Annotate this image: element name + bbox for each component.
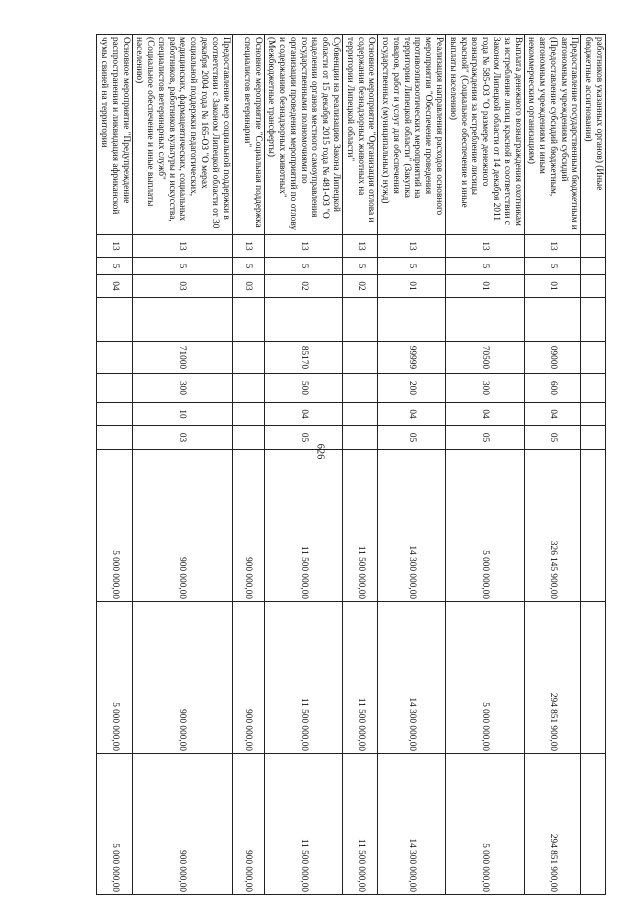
row-description: Основное мероприятие "Социальная поддержка специалистов ветеринарии" (232, 35, 264, 235)
empty-cell (524, 298, 581, 342)
cell-v2: 900 000,00 (132, 602, 232, 754)
cell-c5: 300 (132, 374, 232, 403)
cell-v3: 11 500 000,00 (343, 754, 378, 895)
row-description: работников указанных органов) (Иные бюджетные ассигнования) (581, 35, 606, 235)
cell-v2: 14 300 000,00 (378, 602, 446, 754)
empty-cell (378, 298, 446, 342)
cell-c4: 85170 (264, 342, 342, 374)
cell-c3: 01 (378, 275, 446, 298)
cell-c1: 13 (232, 235, 264, 258)
cell-c7 (97, 426, 132, 450)
cell-c7 (343, 426, 378, 450)
cell-v3: 11 500 000,00 (264, 754, 342, 895)
cell-v1: 326 145 900,00 (524, 450, 581, 602)
cell-c3 (581, 275, 606, 298)
cell-v1: 11 500 000,00 (264, 450, 342, 602)
cell-v2: 11 500 000,00 (343, 602, 378, 754)
cell-v1: 900 000,00 (132, 450, 232, 602)
table-row (132, 35, 232, 895)
cell-v1: 5 000 000,00 (97, 450, 132, 602)
cell-v2: 5 000 000,00 (97, 602, 132, 754)
table-row (232, 35, 264, 895)
cell-c7: 05 (378, 426, 446, 450)
empty-cell (446, 298, 524, 342)
row-description: Основное мероприятие "Предупреждение распространения и ликвидация африканской чумы свиней на территории (97, 35, 132, 235)
cell-c6: 04 (524, 403, 581, 426)
row-description: Предоставление мер социальной поддержки в соответствии с Законом Липецкой области от 30 декабря 2004 года № 165-ОЗ "О мерах социальной поддержки педагогических, медицинских, фармацевтических, социальных работников, работников культуры и искусства, специалистов ветеринарных служб" (Социальное обеспечение и иные выплаты населению) (132, 35, 232, 235)
cell-c4: 99999 (378, 342, 446, 374)
empty-cell (132, 298, 232, 342)
cell-c5 (343, 374, 378, 403)
row-description: Реализация направления расходов основного мероприятия "Обеспечение проведения противоэпизоотических мероприятий на территории Липецкой области" (Закупка товаров, работ и услуг для обеспечения государственных (муниципальных) нужд) (378, 35, 446, 235)
cell-v3: 14 300 000,00 (378, 754, 446, 895)
cell-c6 (581, 403, 606, 426)
cell-c2: 5 (97, 258, 132, 275)
cell-c7: 03 (132, 426, 232, 450)
row-description: Предоставление государственным бюджетным и автономным учреждениям субсидий (Предоставление субсидий бюджетным, автономным учреждениям и иным некоммерческим организациям) (524, 35, 581, 235)
row-description: Выплата денежного вознаграждения охотникам за истребление лисиц красной в соответствии с Законом Липецкой области от 14 декабря 2011 года № 585-ОЗ "О размере денежного вознаграждения за истребление лисицы красной" (Социальное обеспечение и иные выплаты населению) (446, 35, 524, 235)
cell-c1: 13 (446, 235, 524, 258)
cell-v3 (581, 754, 606, 895)
empty-cell (581, 298, 606, 342)
cell-c4: 71000 (132, 342, 232, 374)
cell-c1: 13 (132, 235, 232, 258)
cell-c2: 5 (264, 258, 342, 275)
row-description: Основное мероприятие "Организация отлова и содержания безнадзорных животных на территории Липецкой области" (343, 35, 378, 235)
cell-c3: 01 (524, 275, 581, 298)
cell-v1: 5 000 000,00 (446, 450, 524, 602)
cell-v3: 5 000 000,00 (97, 754, 132, 895)
table-row (97, 35, 132, 895)
cell-v2: 5 000 000,00 (446, 602, 524, 754)
cell-c4 (232, 342, 264, 374)
cell-v1: 900 000,00 (232, 450, 264, 602)
cell-c3: 02 (264, 275, 342, 298)
cell-c7: 05 (264, 426, 342, 450)
cell-c6 (232, 403, 264, 426)
cell-v1: 11 500 000,00 (343, 450, 378, 602)
cell-c6: 04 (446, 403, 524, 426)
cell-v3: 5 000 000,00 (446, 754, 524, 895)
cell-c5 (232, 374, 264, 403)
table-row (524, 35, 581, 895)
cell-c4 (97, 342, 132, 374)
cell-c6: 10 (132, 403, 232, 426)
cell-c7 (581, 426, 606, 450)
table-row (343, 35, 378, 895)
cell-c1: 13 (378, 235, 446, 258)
cell-c5: 200 (378, 374, 446, 403)
cell-c1 (581, 235, 606, 258)
cell-v1: 14 300 000,00 (378, 450, 446, 602)
rotated-budget-table (36, 34, 606, 894)
page-number: 626 (314, 443, 326, 460)
empty-cell (97, 298, 132, 342)
cell-c6 (97, 403, 132, 426)
cell-c3: 02 (343, 275, 378, 298)
table-row (378, 35, 446, 895)
cell-c7: 05 (446, 426, 524, 450)
cell-v2: 11 500 000,00 (264, 602, 342, 754)
table-row (581, 35, 606, 895)
cell-c2: 5 (378, 258, 446, 275)
cell-v2: 900 000,00 (232, 602, 264, 754)
cell-c5 (97, 374, 132, 403)
cell-c5 (581, 374, 606, 403)
cell-c4: 70500 (446, 342, 524, 374)
cell-c5: 300 (446, 374, 524, 403)
cell-c6: 04 (264, 403, 342, 426)
cell-c2: 5 (446, 258, 524, 275)
cell-v3: 900 000,00 (232, 754, 264, 895)
cell-v2: 294 851 900,00 (524, 602, 581, 754)
table-row (446, 35, 524, 895)
cell-v3: 294 851 900,00 (524, 754, 581, 895)
table-row (264, 35, 342, 895)
cell-c1: 13 (97, 235, 132, 258)
cell-c1: 13 (343, 235, 378, 258)
cell-c6 (343, 403, 378, 426)
cell-c3: 03 (232, 275, 264, 298)
cell-c3: 01 (446, 275, 524, 298)
cell-c1: 13 (524, 235, 581, 258)
empty-cell (232, 298, 264, 342)
cell-c2: 5 (524, 258, 581, 275)
budget-table (96, 34, 606, 895)
cell-c6: 04 (378, 403, 446, 426)
cell-c2: 5 (232, 258, 264, 275)
cell-c3: 03 (132, 275, 232, 298)
cell-c3: 04 (97, 275, 132, 298)
row-description: Субвенции на реализацию Закона Липецкой области от 15 декабря 2015 года № 481-ОЗ "О наделении органов местного самоуправления государственными полномочиями по организации проведения мероприятий по отлову и содержанию безнадзорных животных" (Межбюджетные трансферты) (264, 35, 342, 235)
cell-c4: 09000 (524, 342, 581, 374)
cell-c5: 600 (524, 374, 581, 403)
cell-c4 (343, 342, 378, 374)
cell-c2 (581, 258, 606, 275)
cell-c1: 13 (264, 235, 342, 258)
empty-cell (264, 298, 342, 342)
cell-v2 (581, 602, 606, 754)
cell-c7 (232, 426, 264, 450)
empty-cell (343, 298, 378, 342)
cell-c4 (581, 342, 606, 374)
cell-c2: 5 (132, 258, 232, 275)
cell-c2: 5 (343, 258, 378, 275)
cell-c7: 05 (524, 426, 581, 450)
cell-v3: 900 000,00 (132, 754, 232, 895)
cell-v1 (581, 450, 606, 602)
cell-c5: 500 (264, 374, 342, 403)
